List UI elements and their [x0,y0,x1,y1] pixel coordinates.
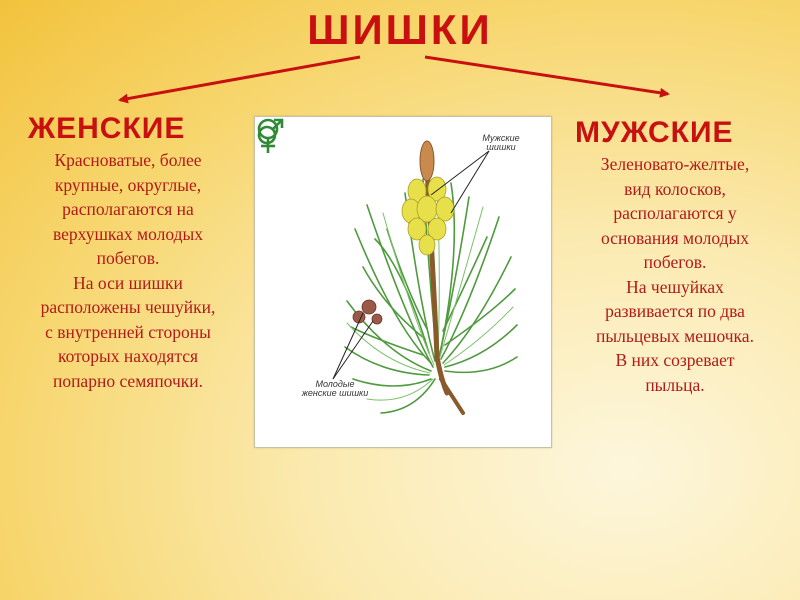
male-line: основания молодых [600,227,749,248]
male-cones-label-line1: Мужские [482,133,520,143]
male-line: вид колосков, [624,178,726,199]
female-line: побегов. [96,248,160,268]
female-line: Красноватые, более [54,150,202,170]
venus-symbol-icon [255,117,281,155]
male-line: развивается по два [605,301,745,321]
female-line: располагаются на [62,199,194,219]
arrow-left [120,57,360,100]
slide-title: ШИШКИ [307,6,493,53]
female-line: расположены чешуйки, [40,297,216,317]
female-line: На оси шишки [73,272,183,293]
male-cones-label-line2: шишки [486,142,516,152]
female-line: попарно семяпочки. [52,370,204,391]
female-line: с внутренней стороны [45,321,211,342]
male-line: побегов. [643,252,707,272]
pine-branch-illustration [254,116,552,448]
female-cones-label-line1: Молодые [315,379,355,389]
male-line: Зеленовато-желтые, [600,154,750,174]
male-description [570,152,780,397]
arrow-right [425,57,668,94]
male-line: На чешуйках [626,276,724,297]
female-line: которых находятся [57,346,199,366]
female-line: верхушках молодых [52,223,204,244]
male-line: пыльца. [645,374,705,395]
male-line: пыльцевых мешочка. [596,325,754,346]
male-line: В них созревает [615,350,735,370]
male-heading: МУЖСКИЕ [575,116,734,149]
female-cones-label [295,380,375,398]
female-line: крупные, округлые, [54,174,202,195]
female-description [8,148,248,393]
female-cones-label-line2: женские шишки [301,388,369,398]
male-cones-label [471,134,531,152]
female-heading: ЖЕНСКИЕ [28,112,186,145]
male-line: располагаются у [613,203,737,223]
